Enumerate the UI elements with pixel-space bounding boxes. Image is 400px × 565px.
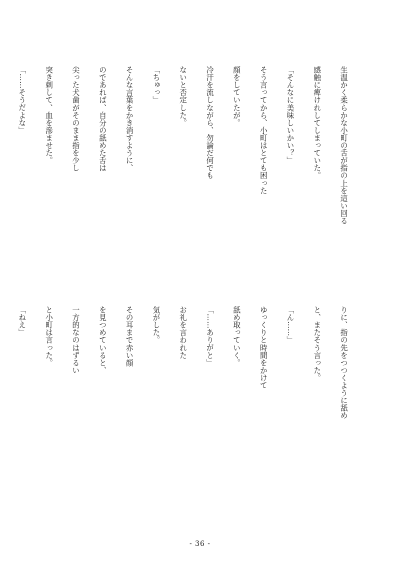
text-column: 「……そうだよな」: [17, 66, 27, 134]
text-column: ゆっくりと時間をかけて: [259, 306, 269, 390]
text-column: 舐め取っていく。: [232, 306, 242, 367]
text-column: 尖った犬歯がそのまま指を少し: [71, 66, 81, 172]
text-column: 「……ありがと」: [205, 306, 215, 367]
text-column: そんな言葉をかき消すように、: [125, 66, 135, 172]
text-block-lower: [17, 296, 364, 508]
text-column: と、またそう言った。: [312, 306, 322, 382]
text-column: 気がした。: [151, 306, 161, 344]
text-column: その耳まで赤い顔: [125, 306, 135, 367]
text-column: 冷汗を流しながら、勿論だ何でも: [205, 66, 215, 180]
text-column: ないと否定した。: [178, 66, 188, 127]
page-number: ‑ 36 ‑: [189, 540, 211, 548]
text-column: のであれば、自分の舐めた舌は: [98, 66, 108, 172]
text-column: そう言ってから、小町はとても困った: [259, 66, 269, 195]
text-column: 感触に痺けれしてしまっていた。: [312, 66, 322, 180]
text-column: 顔をしていたが。: [232, 66, 242, 127]
text-block-upper: [17, 56, 364, 266]
text-column: 「ん……」: [285, 306, 295, 344]
text-column: 突き刺して、血を滲ませた。: [44, 66, 54, 165]
text-column: と小町は言った。: [44, 306, 54, 367]
text-column: 「ちゅっ」: [151, 66, 161, 104]
text-column: 一方的なのはずるい: [71, 306, 81, 374]
text-column: 「ねえ」: [17, 306, 27, 337]
text-column: を見つめていると、: [98, 306, 108, 374]
text-column: 「そんなに美味しいかい？」: [285, 66, 295, 165]
text-column: 生温かく柔らかな小町の舌が指の上を這い回る: [339, 66, 349, 225]
text-column: りに、指の先をつつくように舐め: [339, 306, 349, 420]
text-column: お礼を言われた: [178, 306, 188, 359]
